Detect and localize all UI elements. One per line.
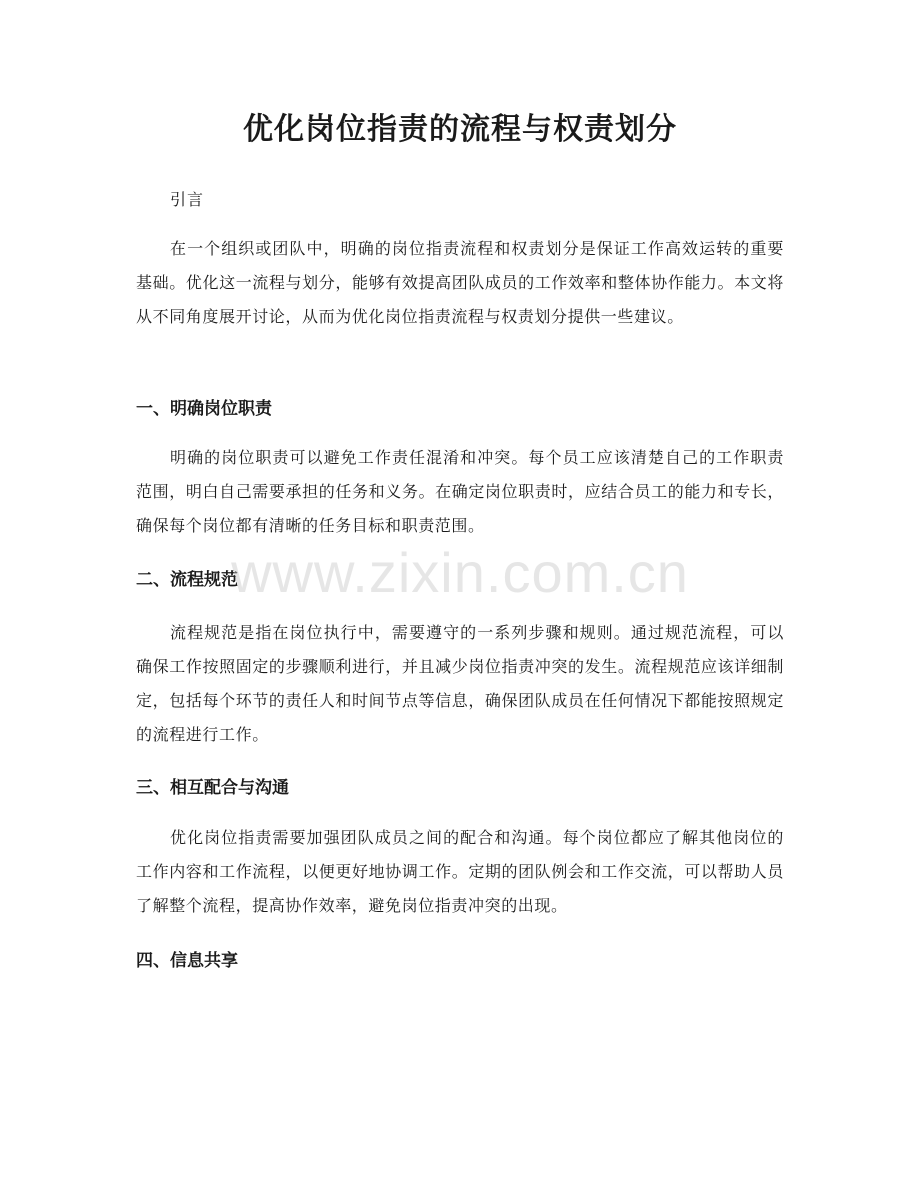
intro-paragraph: 在一个组织或团队中，明确的岗位指责流程和权责划分是保证工作高效运转的重要基础。优化这一流程与划分，能够有效提高团队成员的工作效率和整体协作能力。本文将从不同角度展开讨论，从而为优化岗位指责流程与权责划分提供一些建议。 — [136, 239, 784, 326]
section-heading-1: 一、明确岗位职责 — [136, 399, 272, 419]
section-paragraph-3: 优化岗位指责需要加强团队成员之间的配合和沟通。每个岗位都应了解其他岗位的工作内容和工作流程，以便更好地协调工作。定期的团队例会和工作交流，可以帮助人员了解整个流程，提高协作效率，避免岗位指责冲突的出现。 — [136, 828, 784, 915]
page-title: 优化岗位指责的流程与权责划分 — [243, 112, 677, 147]
section-heading-2: 二、流程规范 — [136, 570, 238, 590]
section-paragraph-1: 明确的岗位职责可以避免工作责任混淆和冲突。每个员工应该清楚自己的工作职责范围，明白自己需要承担的任务和义务。在确定岗位职责时，应结合员工的能力和专长，确保每个岗位都有清晰的任务目标和职责范围。 — [136, 448, 784, 535]
intro-label: 引言 — [170, 190, 205, 209]
section-heading-4: 四、信息共享 — [136, 951, 238, 971]
watermark-text: www.zixin.com.cn — [231, 541, 689, 604]
section-paragraph-2: 流程规范是指在岗位执行中，需要遵守的一系列步骤和规则。通过规范流程，可以确保工作按照固定的步骤顺利进行，并且减少岗位指责冲突的发生。流程规范应该详细制定，包括每个环节的责任人和时间节点等信息，确保团队成员在任何情况下都能按照规定的流程进行工作。 — [136, 623, 784, 744]
section-heading-3: 三、相互配合与沟通 — [136, 778, 289, 798]
